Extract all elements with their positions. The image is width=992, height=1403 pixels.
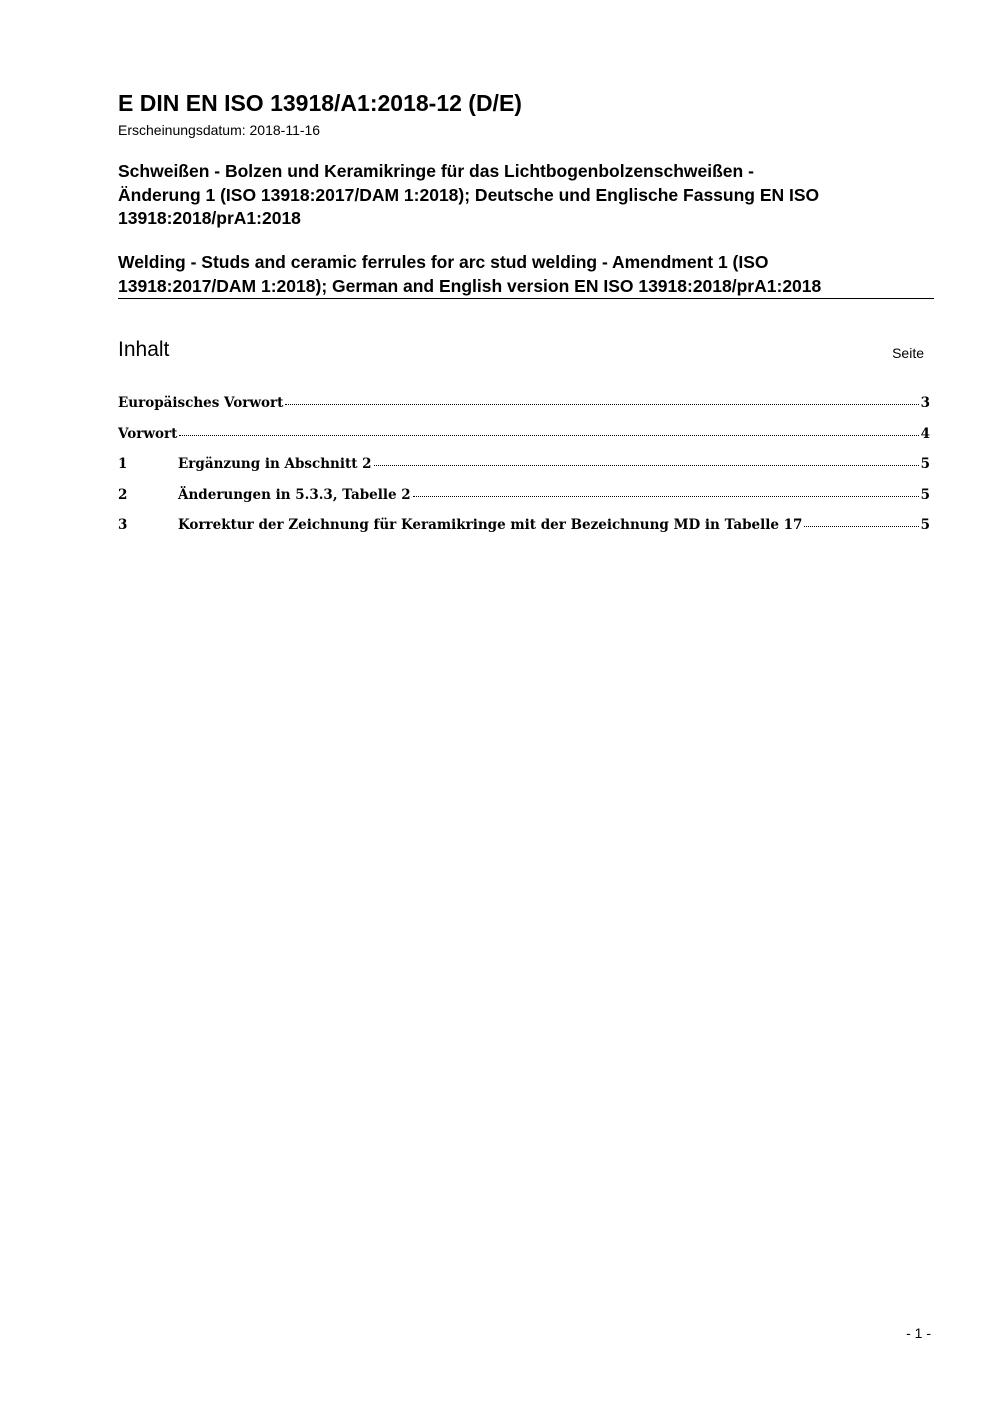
title-german-line: Änderung 1 (ISO 13918:2017/DAM 1:2018); Deutsche und Englische Fassung EN ISO	[118, 184, 820, 205]
title-english	[118, 251, 938, 298]
toc-entry-european-foreword[interactable]	[118, 395, 930, 426]
toc-heading: Inhalt	[118, 338, 170, 361]
toc-entry-page: 5	[920, 456, 930, 472]
toc-entry-title: Korrektur der Zeichnung für Keramikringe mit der Bezeichnung MD in Tabelle 17	[178, 517, 803, 533]
page-number: - 1 -	[906, 1325, 931, 1341]
toc-entry-number: 2	[118, 486, 128, 503]
toc-dot-leader	[285, 404, 918, 405]
toc-entry-page: 5	[920, 486, 930, 503]
toc-entry-foreword[interactable]	[118, 426, 930, 457]
toc-dot-leader	[804, 526, 918, 527]
publication-date: Erscheinungsdatum: 2018-11-16	[118, 122, 321, 138]
toc-dot-leader	[413, 496, 919, 497]
toc-entry-page: 4	[920, 425, 930, 442]
toc-entry-number: 1	[118, 456, 128, 472]
toc-entry-title: Ergänzung in Abschnitt 2	[178, 456, 372, 472]
toc-entry-title: Vorwort	[118, 425, 178, 442]
title-german-line: Schweißen - Bolzen und Keramikringe für das Lichtbogenbolzenschweißen -	[118, 161, 754, 181]
document-id: E DIN EN ISO 13918/A1:2018-12 (D/E)	[118, 90, 522, 116]
toc-entry-page: 3	[920, 395, 930, 411]
toc-entry-section-3[interactable]	[118, 517, 930, 548]
title-divider	[118, 298, 934, 299]
toc-entry-section-1[interactable]	[118, 456, 930, 487]
toc-entry-title: Europäisches Vorwort	[118, 395, 284, 411]
title-german	[118, 160, 938, 231]
toc-entry-title: Änderungen in 5.3.3, Tabelle 2	[178, 486, 411, 503]
toc-page-label: Seite	[892, 345, 924, 361]
title-german-line: 13918:2018/prA1:2018	[118, 208, 301, 228]
table-of-contents	[118, 395, 930, 548]
toc-dot-leader	[179, 435, 918, 436]
toc-dot-leader	[374, 465, 919, 466]
title-english-line: 13918:2017/DAM 1:2018); German and English version EN ISO 13918:2018/prA1:2018	[118, 275, 822, 296]
toc-entry-page: 5	[920, 517, 930, 533]
toc-entry-section-2[interactable]	[118, 487, 930, 518]
title-english-line: Welding - Studs and ceramic ferrules for arc stud welding - Amendment 1 (ISO	[118, 252, 769, 272]
toc-entry-number: 3	[118, 517, 128, 533]
